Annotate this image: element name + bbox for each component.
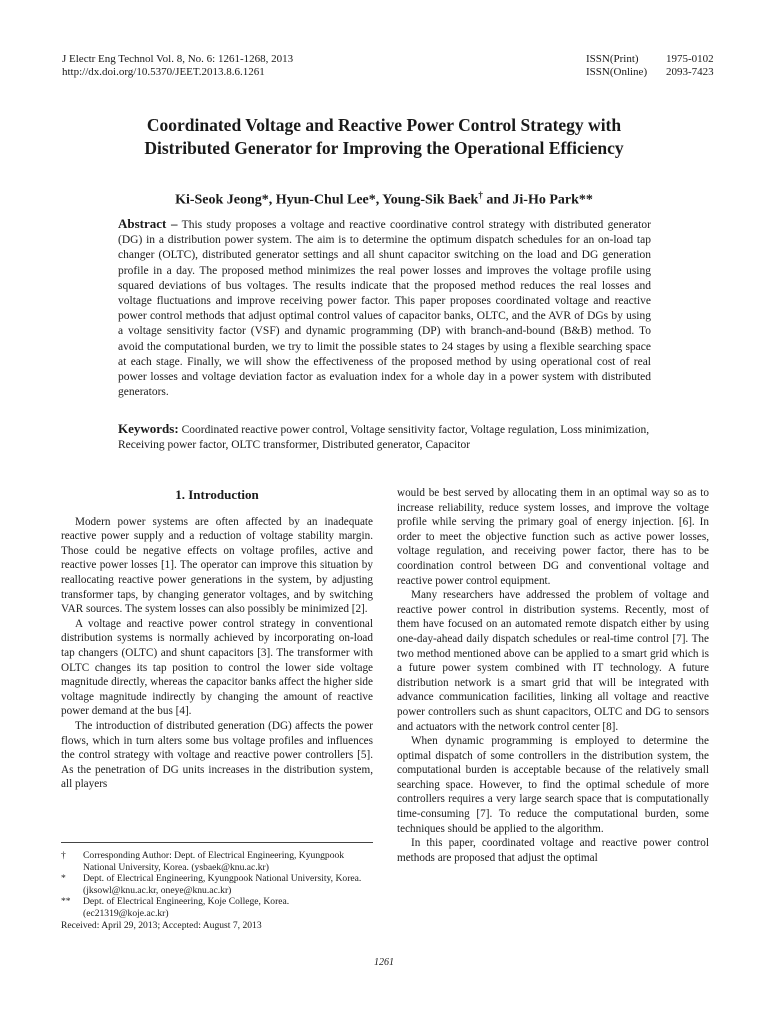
footnote: [61, 850, 373, 873]
abstract: [118, 216, 651, 400]
journal-citation: J Electr Eng Technol Vol. 8, No. 6: 1261-1268, 2013: [62, 53, 294, 65]
footnote-mark: †: [61, 850, 66, 861]
footnote-text: Corresponding Author: Dept. of Electrical Engineering, Kyungpook National University, Korea. (ysbaek@knu.ac.kr): [83, 850, 345, 873]
footnotes: [61, 850, 373, 931]
issn-online-label: ISSN(Online): [586, 66, 648, 78]
left-column: [61, 486, 373, 792]
keywords-label: Keywords: [118, 421, 175, 436]
right-column: [397, 486, 709, 865]
body-paragraph: A voltage and reactive power control strategy in conventional distribution systems is normally achieved by incorporating on-load tap changers (OLTC) and shunt capacitors [3]. The transformer with OLTC changes its tap position to control the lower side voltage magnitude directly, whereas the capacitor banks affect the higher side voltage magnitude indirectly by changing the amount of reactive power demand at the bus [4].: [61, 617, 373, 718]
footnote-mark: **: [61, 896, 71, 908]
body-paragraph: Modern power systems are often affected by an inadequate reactive power supply and a reduction of voltage stability margin. Those could be negative effects on voltage profiles, active and reactive power losses [1]. The operator can improve this situation by reallocating reactive power generations in the system, by adjusting transformer taps, by changing generator voltages, and by switching VAR sources. The system losses can also possibly be minimized [2].: [61, 515, 373, 616]
issn-block: [586, 53, 714, 79]
paper-title-line-1: Coordinated Voltage and Reactive Power Control Strategy with: [146, 115, 622, 135]
issn-print-label: ISSN(Print): [586, 53, 639, 65]
body-paragraph: The introduction of distributed generation (DG) affects the power flows, which in turn alters some bus voltage profiles and influences the control strategy with voltage and reactive power controllers [5]. As the penetration of DG units increases in the distribution system, all players: [61, 719, 373, 791]
page-number: 1261: [374, 957, 394, 968]
issn-print-value: 1975-0102: [666, 53, 714, 65]
body-paragraph: When dynamic programming is employed to determine the optimal dispatch of some controllers in the distribution system, the computational burden is acceptable because of the relatively small searching space. However, to find the optimal schedule of more controllers requires a very large search space that is computationally time-consuming [7]. To reduce the computational burden, some techniques should be applied to the algorithm.: [397, 735, 709, 835]
body-paragraph: Many researchers have addressed the problem of voltage and reactive power control in distribution systems. Recently, most of them have focused on an automated remote dispatch either by using one-day-ahead daily dispatch schedules or real-time control [7]. The two method mentioned above can be applied to a smart grid which is a future power system combined with IT technology. A future distribution network is a smart grid that will be integrated with advance communication facilities, linking all voltage and reactive power controllers such as shunt capacitors, OLTC and DG to sensors and actuators with the network control center [8].: [397, 589, 709, 733]
authors-part-1: Ki-Seok Jeong*, Hyun-Chul Lee*, Young-Sik Baek: [175, 192, 479, 208]
footnote: [61, 873, 373, 896]
authors-part-2: and Ji-Ho Park**: [482, 192, 593, 208]
keywords: Keywords: Coordinated reactive power control, Voltage sensitivity factor, Voltage regulation, Loss minimization, Receiving power factor, OLTC transformer, Distributed generator, Capacitor: [118, 421, 650, 452]
abstract-text: This study proposes a voltage and reactive coordinative control strategy with distributed generator (DG) in a distribution power system. The aim is to determine the optimum dispatch schedules for an on-load tap changer (OLTC), distributed generator settings and all shunt capacitor switching on the load and DG generation profile in a day. The proposed method minimizes the real power losses and improves the voltage profile using squared deviations of bus voltages. The results indicate that the proposed method reduces the real losses and voltage fluctuations and improve receiving power factor. This paper proposes coordinated voltage and reactive power control methods that adjust optimal control values of capacitor banks, OLTC, and the AVR of DGs by using a voltage sensitivity factor (VSF) and dynamic programming (DP) with branch-and-bound (B&B) method. To avoid the computational burden, we try to limit the possible states to 24 stages by using a flexible searching space at each stage. Finally, we will show the effectiveness of the proposed method by using operational cost of real power losses and voltage deviation factor as evaluation index for a whole day in a power system with distributed generators.: [118, 219, 652, 399]
paper-title: [40, 114, 728, 160]
footnote-mark: *: [61, 873, 66, 885]
journal-header: [62, 53, 293, 79]
received-dates: Received: April 29, 2013; Accepted: August 7, 2013: [61, 919, 262, 931]
body-paragraph: In this paper, coordinated voltage and reactive power control methods are proposed that adjust the optimal: [397, 837, 709, 864]
section-heading-introduction: 1. Introduction: [175, 487, 259, 502]
footnote-text: Dept. of Electrical Engineering, Koje College, Korea. (ec21319@koje.ac.kr): [83, 896, 290, 919]
paper-title-line-2: Distributed Generator for Improving the Operational Efficiency: [144, 138, 624, 158]
footnote-divider: [61, 842, 373, 843]
doi-link[interactable]: http://dx.doi.org/10.5370/JEET.2013.8.6.1261: [62, 66, 265, 78]
corresponding-author-dagger: †: [478, 190, 483, 200]
abstract-label: Abstract –: [118, 216, 178, 231]
author-list: [40, 187, 728, 209]
issn-online-value: 2093-7423: [666, 66, 714, 78]
footnote: [61, 896, 373, 919]
keywords-text: Coordinated reactive power control, Voltage sensitivity factor, Voltage regulation, Loss minimization, Receiving power factor, OLTC transformer, Distributed generator, Capacitor: [118, 424, 650, 452]
body-paragraph: would be best served by allocating them in an optimal way so as to increase reliability, reduce system losses, and improve the voltage profile while serving the primary goal of energy injection. [6]. In order to meet the objective function such as active power losses, voltage regulation, and receiving power factor, there has to be coordination control between DG and conventional voltage and reactive power control equipment.: [397, 487, 709, 587]
footnote-text: Dept. of Electrical Engineering, Kyungpook National University, Korea. (jksowl@knu.ac.kr, oneye@knu.ac.kr): [83, 873, 362, 896]
